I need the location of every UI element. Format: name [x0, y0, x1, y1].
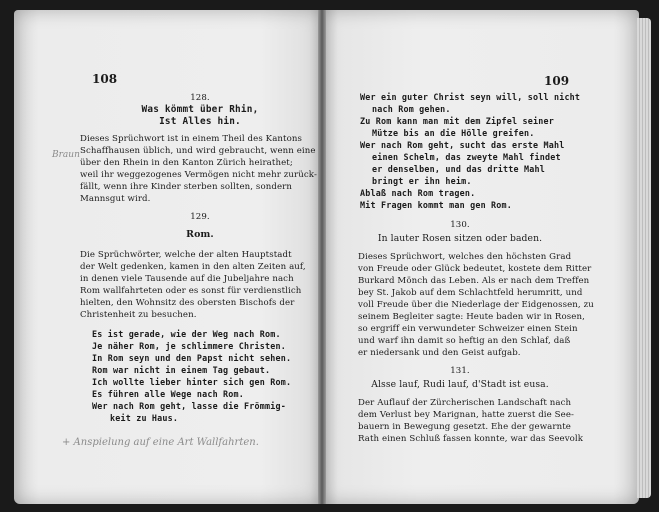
text-line: bey St. Jakob auf dem Schlachtfeld herumritt, und — [358, 288, 583, 298]
proverb-line: Wer nach Rom geht, sucht das erste Mahl — [360, 140, 565, 150]
text-line: fällt, wenn ihre Kinder sterben sollten, sondern — [80, 182, 292, 192]
section-number-129: 129. — [190, 212, 210, 222]
text-line: seinem Begleiter sagte: Heute baden wir in Rosen, — [358, 312, 585, 322]
text-line: in denen viele Tausende auf die Jubeljahre nach — [80, 274, 294, 284]
proverb-line: Zu Rom kann man mit dem Zipfel seiner — [360, 116, 554, 126]
text-line: Der Auflauf der Zürcherischen Landschaft nach — [358, 398, 572, 408]
text-line: weil ihr weggezogenes Vermögen nicht mehr zurück- — [80, 170, 317, 180]
proverb-line: einen Schelm, das zweyte Mahl findet — [372, 152, 561, 162]
text-line: Schaffhausen üblich, und wird gebraucht, wenn eine — [80, 146, 316, 156]
section-number-130: 130. — [450, 220, 470, 230]
text-line: Rath einen Schluß fassen konnte, war das Seevolk — [358, 434, 584, 444]
text-line: dem Verlust bey Marignan, hatte zuerst die See- — [358, 410, 575, 420]
section-title-128: Was kömmt über Rhin, — [141, 104, 259, 115]
text-line: Dieses Sprüchwort, welches den höchsten Grad — [358, 252, 572, 262]
proverb-line: Rom war nicht in einem Tag gebaut. — [92, 365, 271, 375]
text-line: und warf ihn damit so heftig an den Schlaf, daß — [358, 336, 571, 346]
margin-handwriting: Braun — [52, 150, 80, 160]
text-line: er niedersank und den Geist aufgab. — [358, 348, 521, 358]
proverb-line: nach Rom gehen. — [372, 104, 451, 114]
proverb-line: keit zu Haus. — [110, 413, 179, 423]
text-line: Burkard Mönch das Leben. Als er nach dem Treffen — [358, 276, 590, 286]
proverb-line: Es ist gerade, wie der Weg nach Rom. — [92, 329, 281, 339]
section-title-131: Alsse lauf, Rudi lauf, d'Stadt ist eusa. — [371, 379, 549, 390]
text-line: bauern in Bewegung gesetzt. Ehe der gewarnte — [358, 422, 571, 432]
text-line: voll Freude über die Niederlage der Eidgenossen, zu — [358, 300, 594, 310]
proverb-line: Mütze bis an die Hölle greifen. — [372, 128, 535, 138]
section-number-131: 131. — [450, 366, 470, 376]
text-line: Rom wallfahrteten oder es sonst für verdienstlich — [80, 286, 302, 296]
section-number-128: 128. — [190, 93, 210, 103]
text-line: so ergriff ein verwundeter Schweizer einen Stein — [358, 324, 578, 334]
proverb-line: Wer nach Rom geht, lasse die Frömmig- — [92, 401, 286, 411]
proverb-line: Es führen alle Wege nach Rom. — [92, 389, 245, 399]
proverb-line: Wer ein guter Christ seyn will, soll nicht — [360, 92, 581, 102]
section-title-130: In lauter Rosen sitzen oder baden. — [377, 233, 543, 244]
page-edges — [637, 18, 651, 498]
text-line: Die Sprüchwörter, welche der alten Hauptstadt — [80, 250, 292, 260]
text-line: Christenheit zu besuchen. — [80, 310, 197, 320]
text-line: über den Rhein in den Kanton Zürich heirathet; — [80, 158, 293, 168]
text-line: von Freude oder Glück bedeutet, kostete dem Ritter — [358, 264, 592, 274]
book-gutter — [318, 10, 326, 504]
page-number-left: 108 — [92, 72, 118, 86]
proverb-line: Je näher Rom, je schlimmere Christen. — [92, 341, 286, 351]
page-number-right: 109 — [544, 74, 570, 88]
section-title-129: Rom. — [186, 229, 214, 240]
text-line: der Welt gedenken, kamen in den alten Zeiten auf, — [80, 262, 306, 272]
proverb-line: Ablaß nach Rom tragen. — [360, 188, 476, 198]
text-line: Dieses Sprüchwort ist in einem Theil des Kantons — [80, 134, 303, 144]
section-subtitle-128: Ist Alles hin. — [159, 116, 241, 127]
text-line: hielten, den Wohnsitz des obersten Bischofs der — [80, 298, 295, 308]
proverb-line: er denselben, und das dritte Mahl — [372, 164, 545, 174]
bottom-handwriting: + Anspielung auf eine Art Wallfahrten. — [62, 437, 259, 448]
proverb-line: Ich wollte lieber hinter sich gen Rom. — [92, 377, 292, 387]
proverb-line: Mit Fragen kommt man gen Rom. — [360, 200, 513, 210]
proverb-line: In Rom seyn und den Papst nicht sehen. — [92, 353, 292, 363]
proverb-line: bringt er ihn heim. — [372, 176, 472, 186]
text-line: Mannsgut wird. — [80, 194, 151, 204]
